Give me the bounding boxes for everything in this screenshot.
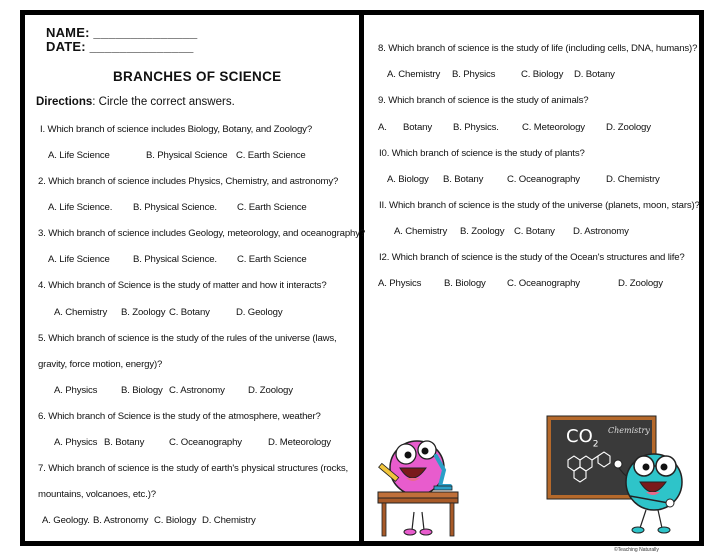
q6-option-a[interactable]: A. Physics — [54, 437, 98, 448]
q5-option-c[interactable]: C. Astronomy — [169, 385, 225, 396]
question-11: II. Which branch of science is the study of the universe (planets, moon, stars)? — [379, 200, 700, 211]
directions-text: : Circle the correct answers. — [92, 96, 235, 108]
q8-option-a[interactable]: A. Chemistry — [387, 69, 441, 80]
question-5: 5. Which branch of science is the study of the rules of the universe (laws, — [38, 333, 337, 344]
q7-option-d[interactable]: D. Chemistry — [202, 515, 256, 526]
q4-option-b[interactable]: B. Zoology — [121, 307, 166, 318]
question-7-continued: mountains, volcanoes, etc.)? — [38, 489, 156, 500]
q9-option-a[interactable]: Botany — [403, 122, 432, 133]
question-10: I0. Which branch of science is the study of plants? — [379, 148, 585, 159]
q7-option-a[interactable]: A. Geology. — [42, 515, 90, 526]
q6-option-b[interactable]: B. Botany — [104, 437, 145, 448]
directions — [36, 97, 235, 109]
directions-label: Directions — [36, 96, 93, 108]
question-5-continued: gravity, force motion, energy)? — [38, 359, 163, 370]
question-2: 2. Which branch of science includes Physics, Chemistry, and astronomy? — [38, 176, 339, 187]
q1-option-b[interactable]: B. Physical Science — [146, 150, 228, 161]
q11-option-c[interactable]: C. Botany — [514, 226, 555, 237]
copyright-notice: ©Teaching Naturally — [614, 547, 659, 553]
q12-option-d[interactable]: D. Zoology — [618, 278, 663, 289]
pink-scientist-icon — [372, 430, 462, 540]
q11-option-d[interactable]: D. Astronomy — [573, 226, 629, 237]
q5-option-b[interactable]: B. Biology — [121, 385, 163, 396]
q10-option-d[interactable]: D. Chemistry — [606, 174, 660, 185]
q12-option-a[interactable]: A. Physics — [378, 278, 422, 289]
q5-option-a[interactable]: A. Physics — [54, 385, 98, 396]
q1-option-c[interactable]: C. Earth Science — [236, 150, 306, 161]
q4-option-d[interactable]: D. Geology — [236, 307, 283, 318]
q2-option-c[interactable]: C. Earth Science — [237, 202, 307, 213]
q9-option-c[interactable]: C. Meteorology — [522, 122, 585, 133]
q4-option-a[interactable]: A. Chemistry — [54, 307, 108, 318]
q7-option-b[interactable]: B. Astronomy — [93, 515, 149, 526]
q2-option-a[interactable]: A. Life Science. — [48, 202, 113, 213]
q3-option-b[interactable]: B. Physical Science. — [133, 254, 217, 265]
q11-option-a[interactable]: A. Chemistry — [394, 226, 448, 237]
question-4: 4. Which branch of Science is the study of matter and how it interacts? — [38, 280, 327, 291]
date-field[interactable]: DATE: ______________ — [46, 39, 194, 54]
question-7: 7. Which branch of science is the study of earth's physical structures (rocks, — [38, 463, 349, 474]
q10-option-c[interactable]: C. Oceanography — [507, 174, 580, 185]
q8-option-b[interactable]: B. Physics — [452, 69, 496, 80]
blackboard-label: Chemistry — [608, 426, 650, 435]
question-3: 3. Which branch of science includes Geology, meteorology, and oceanography? — [38, 228, 366, 239]
q7-option-c[interactable]: C. Biology — [154, 515, 197, 526]
q12-option-c[interactable]: C. Oceanography — [507, 278, 580, 289]
question-1: I. Which branch of science includes Biology, Botany, and Zoology? — [40, 124, 313, 135]
blackboard-formula: $CO_2$ — [566, 426, 599, 450]
q11-option-b[interactable]: B. Zoology — [460, 226, 505, 237]
question-12: I2. Which branch of science is the study of the Ocean's structures and life? — [379, 252, 685, 263]
q10-option-a[interactable]: A. Biology — [387, 174, 429, 185]
q12-option-b[interactable]: B. Biology — [444, 278, 486, 289]
q5-option-d[interactable]: D. Zoology — [248, 385, 293, 396]
q9-option-b[interactable]: B. Physics. — [453, 122, 499, 133]
question-8: 8. Which branch of science is the study of life (including cells, DNA, humans)? — [378, 43, 698, 54]
q6-option-c[interactable]: C. Oceanography — [169, 437, 242, 448]
q9-option-d[interactable]: D. Zoology — [606, 122, 651, 133]
q1-option-a[interactable]: A. Life Science — [48, 150, 110, 161]
q8-option-c[interactable]: C. Biology — [521, 69, 564, 80]
q4-option-c[interactable]: C. Botany — [169, 307, 210, 318]
name-field[interactable]: NAME: ______________ — [46, 25, 198, 40]
q3-option-c[interactable]: C. Earth Science — [237, 254, 307, 265]
teal-teacher-icon — [612, 440, 692, 535]
q9-option-a-letter[interactable]: A. — [378, 122, 387, 133]
page-title: BRANCHES OF SCIENCE — [113, 69, 282, 84]
q6-option-d[interactable]: D. Meteorology — [268, 437, 331, 448]
q10-option-b[interactable]: B. Botany — [443, 174, 484, 185]
q8-option-d[interactable]: D. Botany — [574, 69, 615, 80]
question-9: 9. Which branch of science is the study of animals? — [378, 95, 589, 106]
q2-option-b[interactable]: B. Physical Science. — [133, 202, 217, 213]
column-divider — [359, 10, 364, 546]
question-6: 6. Which branch of Science is the study of the atmosphere, weather? — [38, 411, 321, 422]
q3-option-a[interactable]: A. Life Science — [48, 254, 110, 265]
